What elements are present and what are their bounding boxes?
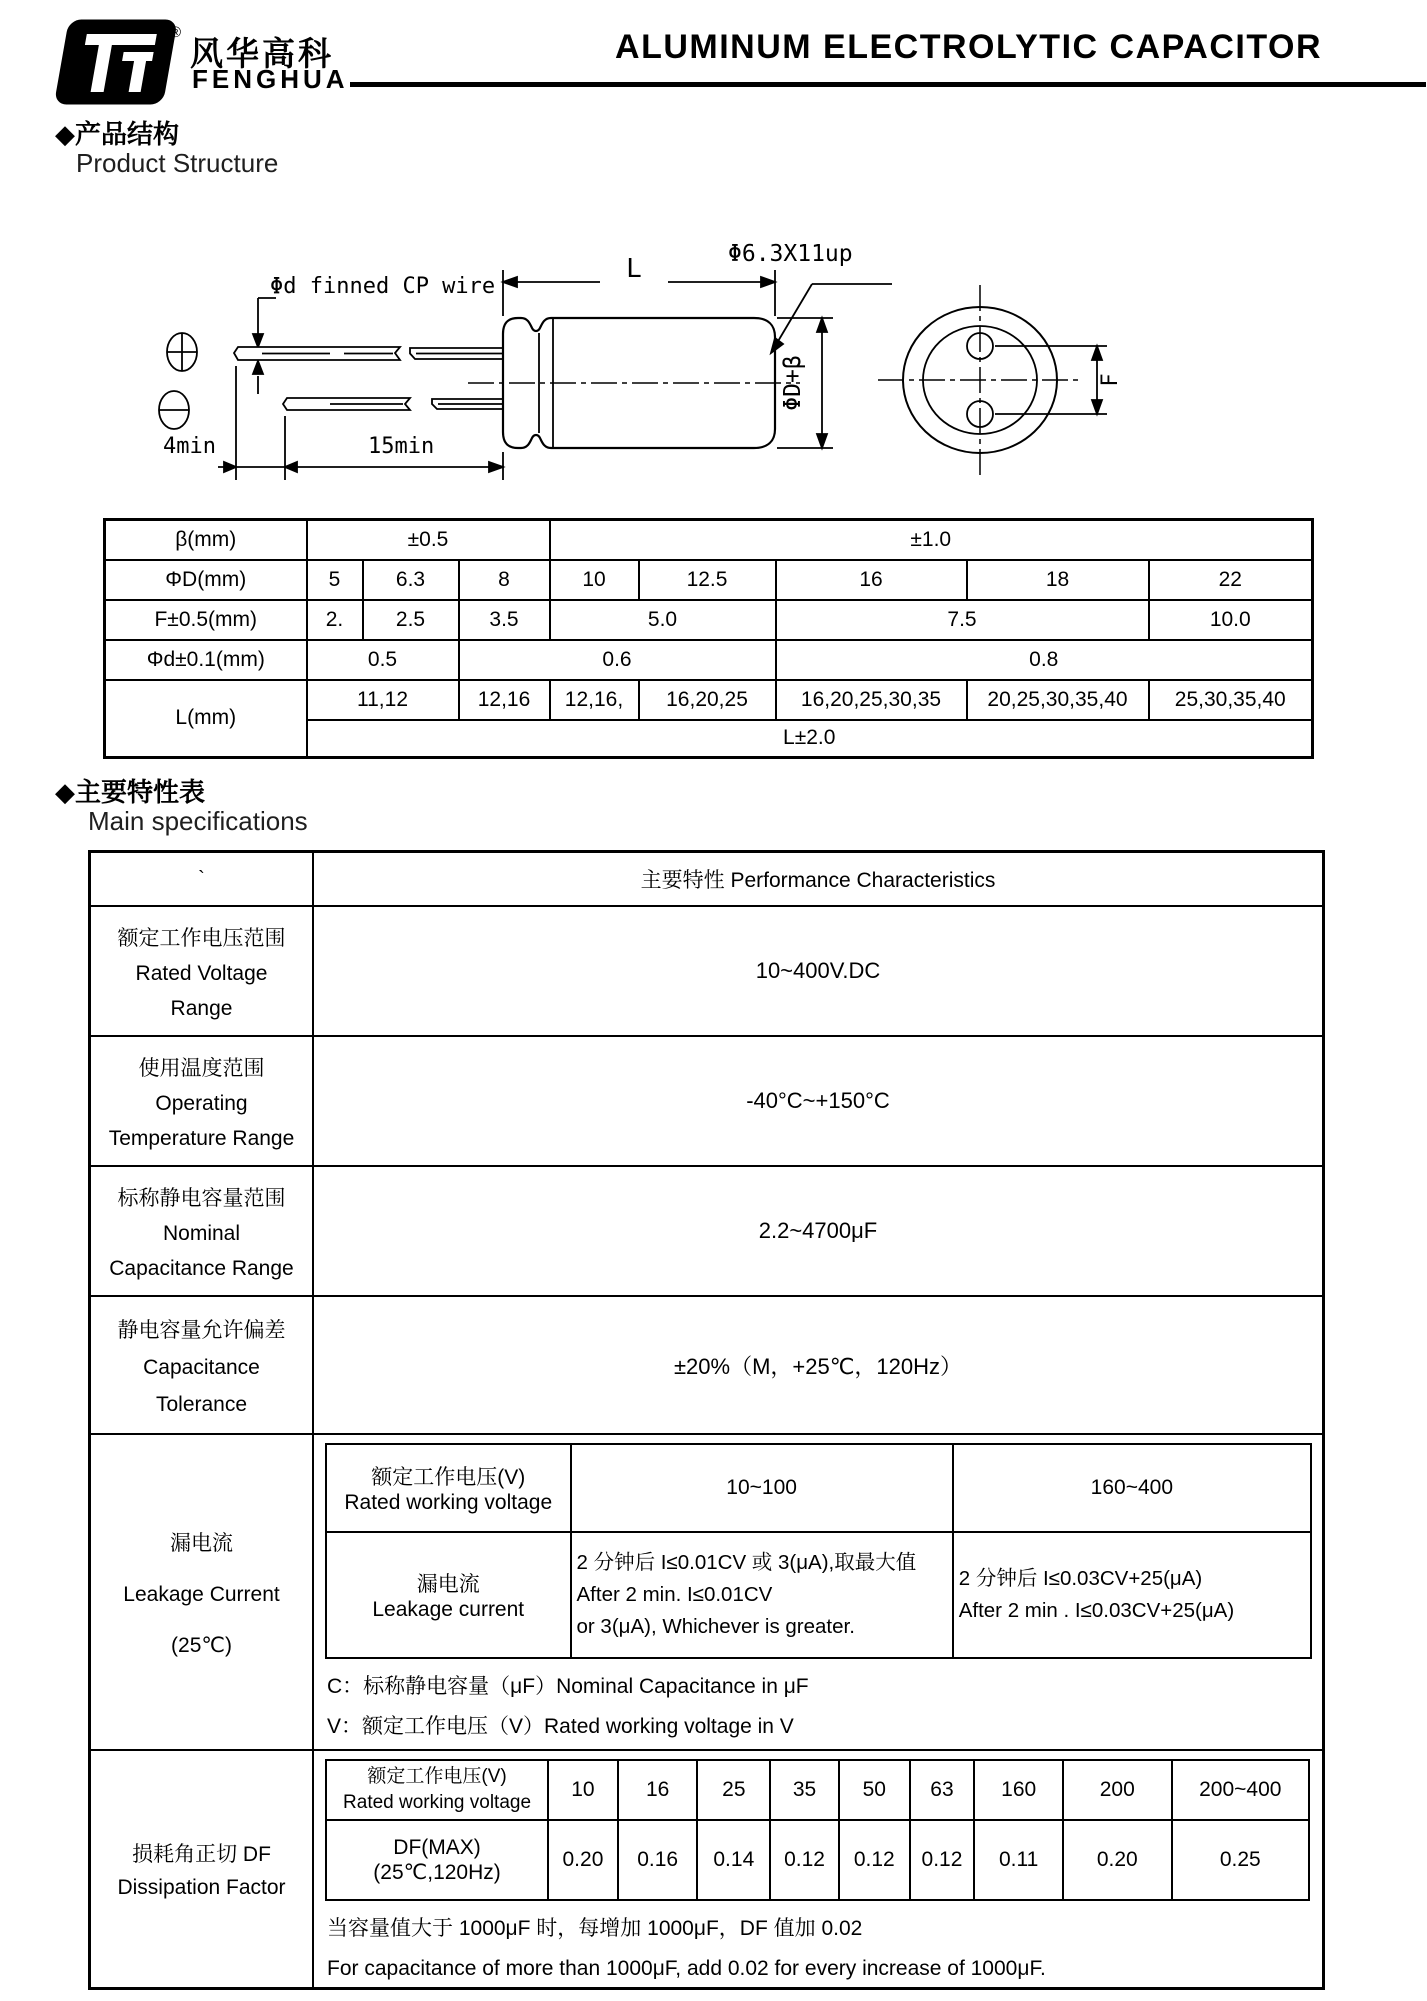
table-row — [105, 600, 1313, 640]
df-value-cell: 0.12 — [911, 1821, 976, 1899]
df-voltage-cell: 63 — [911, 1761, 976, 1819]
dim-value-cell: 10.0 — [1149, 600, 1313, 640]
label-line: Temperature Range — [108, 1126, 295, 1150]
beta-tol-small: ±0.5 — [307, 520, 550, 560]
label-line: 额定工作电压(V) — [371, 1466, 526, 1489]
table-row — [327, 1445, 1310, 1531]
label-line: Nominal — [162, 1222, 241, 1245]
df-notes — [314, 1909, 1322, 1989]
tube-spec-label: Φ6.3X11up — [728, 241, 853, 267]
spec-text-line: After 2 min . I≤0.03CV+25(μA) — [958, 1599, 1235, 1622]
table-row — [105, 520, 1313, 560]
label-line: Range — [170, 996, 233, 1020]
dimension-table — [103, 518, 1314, 759]
dim-value-cell: 6.3 — [363, 560, 459, 600]
row-header-beta: β(mm) — [105, 520, 307, 560]
lead-top — [234, 347, 503, 360]
dim-value-cell: 5 — [307, 560, 363, 600]
brand-name-en: FENGHUA — [192, 64, 349, 94]
df-value-cell: 0.20 — [549, 1821, 619, 1899]
brand-name-cn: 风华高科 — [190, 35, 334, 72]
lead-wire-label: Φd finned CP wire — [270, 274, 496, 299]
df-table — [325, 1759, 1310, 1901]
lead-bottom — [283, 398, 503, 410]
label-line: (25℃) — [171, 1633, 232, 1657]
dim-value-cell: 2. — [307, 600, 363, 640]
spec-row-label — [91, 1435, 314, 1749]
section-heading-main-specs-en: Main specifications — [88, 806, 308, 836]
leakage-row-label — [327, 1533, 572, 1657]
label-line: 漏电流 — [170, 1531, 233, 1555]
note-line: V：额定工作电压（V）Rated working voltage in V — [327, 1715, 794, 1738]
label-line: Leakage Current — [123, 1582, 280, 1606]
table-row — [327, 1761, 1308, 1819]
spec-row-label — [91, 1037, 314, 1165]
beta-tol-large: ±1.0 — [550, 520, 1313, 560]
label-line: Capacitance Range — [109, 1256, 294, 1280]
min4-label: 4min — [163, 434, 216, 459]
leakage-notes — [314, 1667, 1322, 1747]
min15-label: 15min — [368, 434, 435, 459]
label-line: Rated working voltage — [343, 1792, 532, 1813]
label-line: 使用温度范围 — [138, 1056, 265, 1080]
df-voltage-header — [327, 1761, 549, 1819]
leakage-spec-low — [572, 1533, 954, 1657]
dim-value-cell: 12,16 — [459, 680, 550, 720]
dim-value-cell: 2.5 — [363, 600, 459, 640]
spec-table-title: 主要特性 Performance Characteristics — [640, 869, 996, 892]
spec-row-label — [91, 1167, 314, 1295]
spec-row-label — [91, 1751, 314, 1987]
note-line: C：标称静电容量（μF）Nominal Capacitance in μF — [327, 1675, 809, 1698]
spec-text-line: 2 分钟后 I≤0.03CV+25(μA) — [958, 1567, 1203, 1591]
capacitance-tolerance-value: ±20%（M，+25℃，120Hz） — [673, 1353, 963, 1379]
label-line: Leakage current — [372, 1598, 525, 1621]
df-voltage-cell: 10 — [549, 1761, 619, 1819]
product-structure-drawing — [0, 180, 1427, 502]
dim-value-cell: 20,25,30,35,40 — [967, 680, 1149, 720]
lead-length-dimensions — [163, 366, 503, 480]
label-line: Tolerance — [155, 1392, 248, 1416]
operating-temperature-value: -40°C~+150°C — [746, 1088, 890, 1113]
leakage-range-low-header: 10~100 — [572, 1445, 954, 1531]
label-line: 静电容量允许偏差 — [117, 1318, 286, 1342]
label-line: 损耗角正切 DF — [132, 1843, 271, 1866]
dim-value-cell: 10 — [550, 560, 639, 600]
df-row-label — [327, 1821, 549, 1899]
df-voltage-cell: 35 — [771, 1761, 840, 1819]
section-heading-product-structure-cn: ◆产品结构 — [55, 119, 179, 149]
label-line: DF(MAX) — [393, 1835, 481, 1859]
lead-spacing-label: F — [1098, 373, 1123, 387]
dim-value-cell: 5.0 — [550, 600, 776, 640]
spec-text-line: or 3(μA), Whichever is greater. — [576, 1614, 855, 1638]
leakage-voltage-header — [327, 1445, 572, 1531]
label-line: 额定工作电压(V) — [367, 1766, 507, 1788]
polarity-minus-icon — [159, 391, 189, 429]
body-diameter-label: ΦD+β — [780, 355, 806, 411]
df-value-cell: 0.12 — [771, 1821, 840, 1899]
spec-row-capacitance-tolerance — [91, 1295, 1322, 1433]
label-line: Operating — [155, 1092, 248, 1115]
spec-row-dissipation-factor — [91, 1749, 1322, 1987]
table-row — [105, 680, 1313, 720]
length-tolerance-cell: L±2.0 — [307, 720, 1313, 758]
spec-row-label — [91, 907, 314, 1035]
capacitance-range-value: 2.2~4700μF — [758, 1218, 878, 1243]
dim-value-cell: 8 — [459, 560, 550, 600]
df-voltage-cell: 160 — [975, 1761, 1064, 1819]
dim-value-cell: 11,12 — [307, 680, 459, 720]
corner-mark: ` — [91, 853, 314, 905]
df-voltage-cell: 200~400 — [1199, 1778, 1282, 1801]
table-row — [327, 1819, 1308, 1899]
dim-value-cell: 25,30,35,40 — [1149, 680, 1313, 720]
dim-value-cell: 16 — [776, 560, 967, 600]
note-line: 当容量值大于 1000μF 时，每增加 1000μF，DF 值加 0.02 — [327, 1917, 863, 1940]
dim-value-cell: 0.8 — [776, 640, 1313, 680]
polarity-plus-icon — [167, 333, 197, 371]
dim-value-cell: 16,20,25,30,35 — [776, 680, 967, 720]
rated-voltage-value: 10~400V.DC — [755, 958, 881, 983]
dim-value-cell: 18 — [967, 560, 1149, 600]
label-line: Dissipation Factor — [117, 1876, 286, 1899]
df-value-cell: 0.14 — [698, 1821, 771, 1899]
row-header-length: L(mm) — [105, 680, 307, 758]
df-value-cell: 0.12 — [840, 1821, 911, 1899]
df-value-cell: 0.16 — [619, 1821, 699, 1899]
dim-value-cell: 3.5 — [459, 600, 550, 640]
df-value-cell: 0.20 — [1064, 1821, 1173, 1899]
spec-row-rated-voltage — [91, 905, 1322, 1035]
section-heading-product-structure-en: Product Structure — [76, 148, 279, 178]
dim-value-cell: 12,16, — [550, 680, 639, 720]
df-voltage-cell: 50 — [840, 1761, 911, 1819]
row-header-diameter: ΦD(mm) — [105, 560, 307, 600]
spec-header-row — [91, 853, 1322, 905]
registered-trademark: ® — [170, 24, 182, 41]
dim-value-cell: 12.5 — [639, 560, 776, 600]
label-line: Rated Voltage — [135, 962, 268, 985]
df-voltage-cell: 25 — [698, 1761, 771, 1819]
label-line: 漏电流 — [416, 1573, 480, 1596]
label-line: 额定工作电压范围 — [117, 926, 286, 950]
spec-text-line: After 2 min. I≤0.01CV — [576, 1583, 773, 1607]
dim-value-cell: 16,20,25 — [639, 680, 776, 720]
dim-value-cell: 0.6 — [459, 640, 776, 680]
df-value-cell: 0.11 — [975, 1821, 1064, 1899]
df-value-cell: 0.25 — [1219, 1848, 1261, 1871]
leakage-content — [314, 1435, 1322, 1749]
spec-row-capacitance-range — [91, 1165, 1322, 1295]
end-view — [878, 285, 1082, 475]
spec-text-line: 2 分钟后 I≤0.01CV 或 3(μA),取最大值 — [576, 1551, 917, 1575]
length-label: L — [626, 254, 642, 284]
table-row — [327, 1531, 1310, 1657]
label-line: 标称静电容量范围 — [117, 1186, 286, 1210]
dim-value-cell: 0.5 — [307, 640, 459, 680]
label-line: (25℃,120Hz) — [373, 1860, 501, 1884]
df-voltage-cell: 200 — [1064, 1761, 1173, 1819]
leakage-range-high-header: 160~400 — [1090, 1476, 1174, 1499]
page-title: ALUMINUM ELECTROLYTIC CAPACITOR — [615, 28, 1322, 66]
df-content — [314, 1751, 1322, 1987]
leakage-table — [325, 1443, 1312, 1659]
row-header-lead-dia: Φd±0.1(mm) — [105, 640, 307, 680]
label-line: Capacitance — [143, 1356, 260, 1379]
label-line: Rated working voltage — [344, 1491, 553, 1514]
lead-diameter-dimension — [253, 298, 276, 394]
header-rule — [350, 82, 1426, 87]
table-row — [105, 560, 1313, 600]
body-diameter-dimension — [777, 318, 833, 448]
spec-row-leakage-current — [91, 1433, 1322, 1749]
df-voltage-cell: 16 — [619, 1761, 699, 1819]
fenghua-logo-icon — [52, 16, 187, 108]
section-heading-main-specs-cn: ◆主要特性表 — [55, 777, 205, 807]
row-header-f: F±0.5(mm) — [105, 600, 307, 640]
spec-row-operating-temperature — [91, 1035, 1322, 1165]
dim-value-cell: 22 — [1149, 560, 1313, 600]
spec-row-label — [91, 1297, 314, 1433]
leakage-spec-high — [954, 1533, 1310, 1657]
main-specs-table — [88, 850, 1325, 1990]
dim-value-cell: 7.5 — [776, 600, 1149, 640]
note-line: For capacitance of more than 1000μF, add 0.02 for every increase of 1000μF. — [327, 1957, 1046, 1980]
table-row — [105, 640, 1313, 680]
